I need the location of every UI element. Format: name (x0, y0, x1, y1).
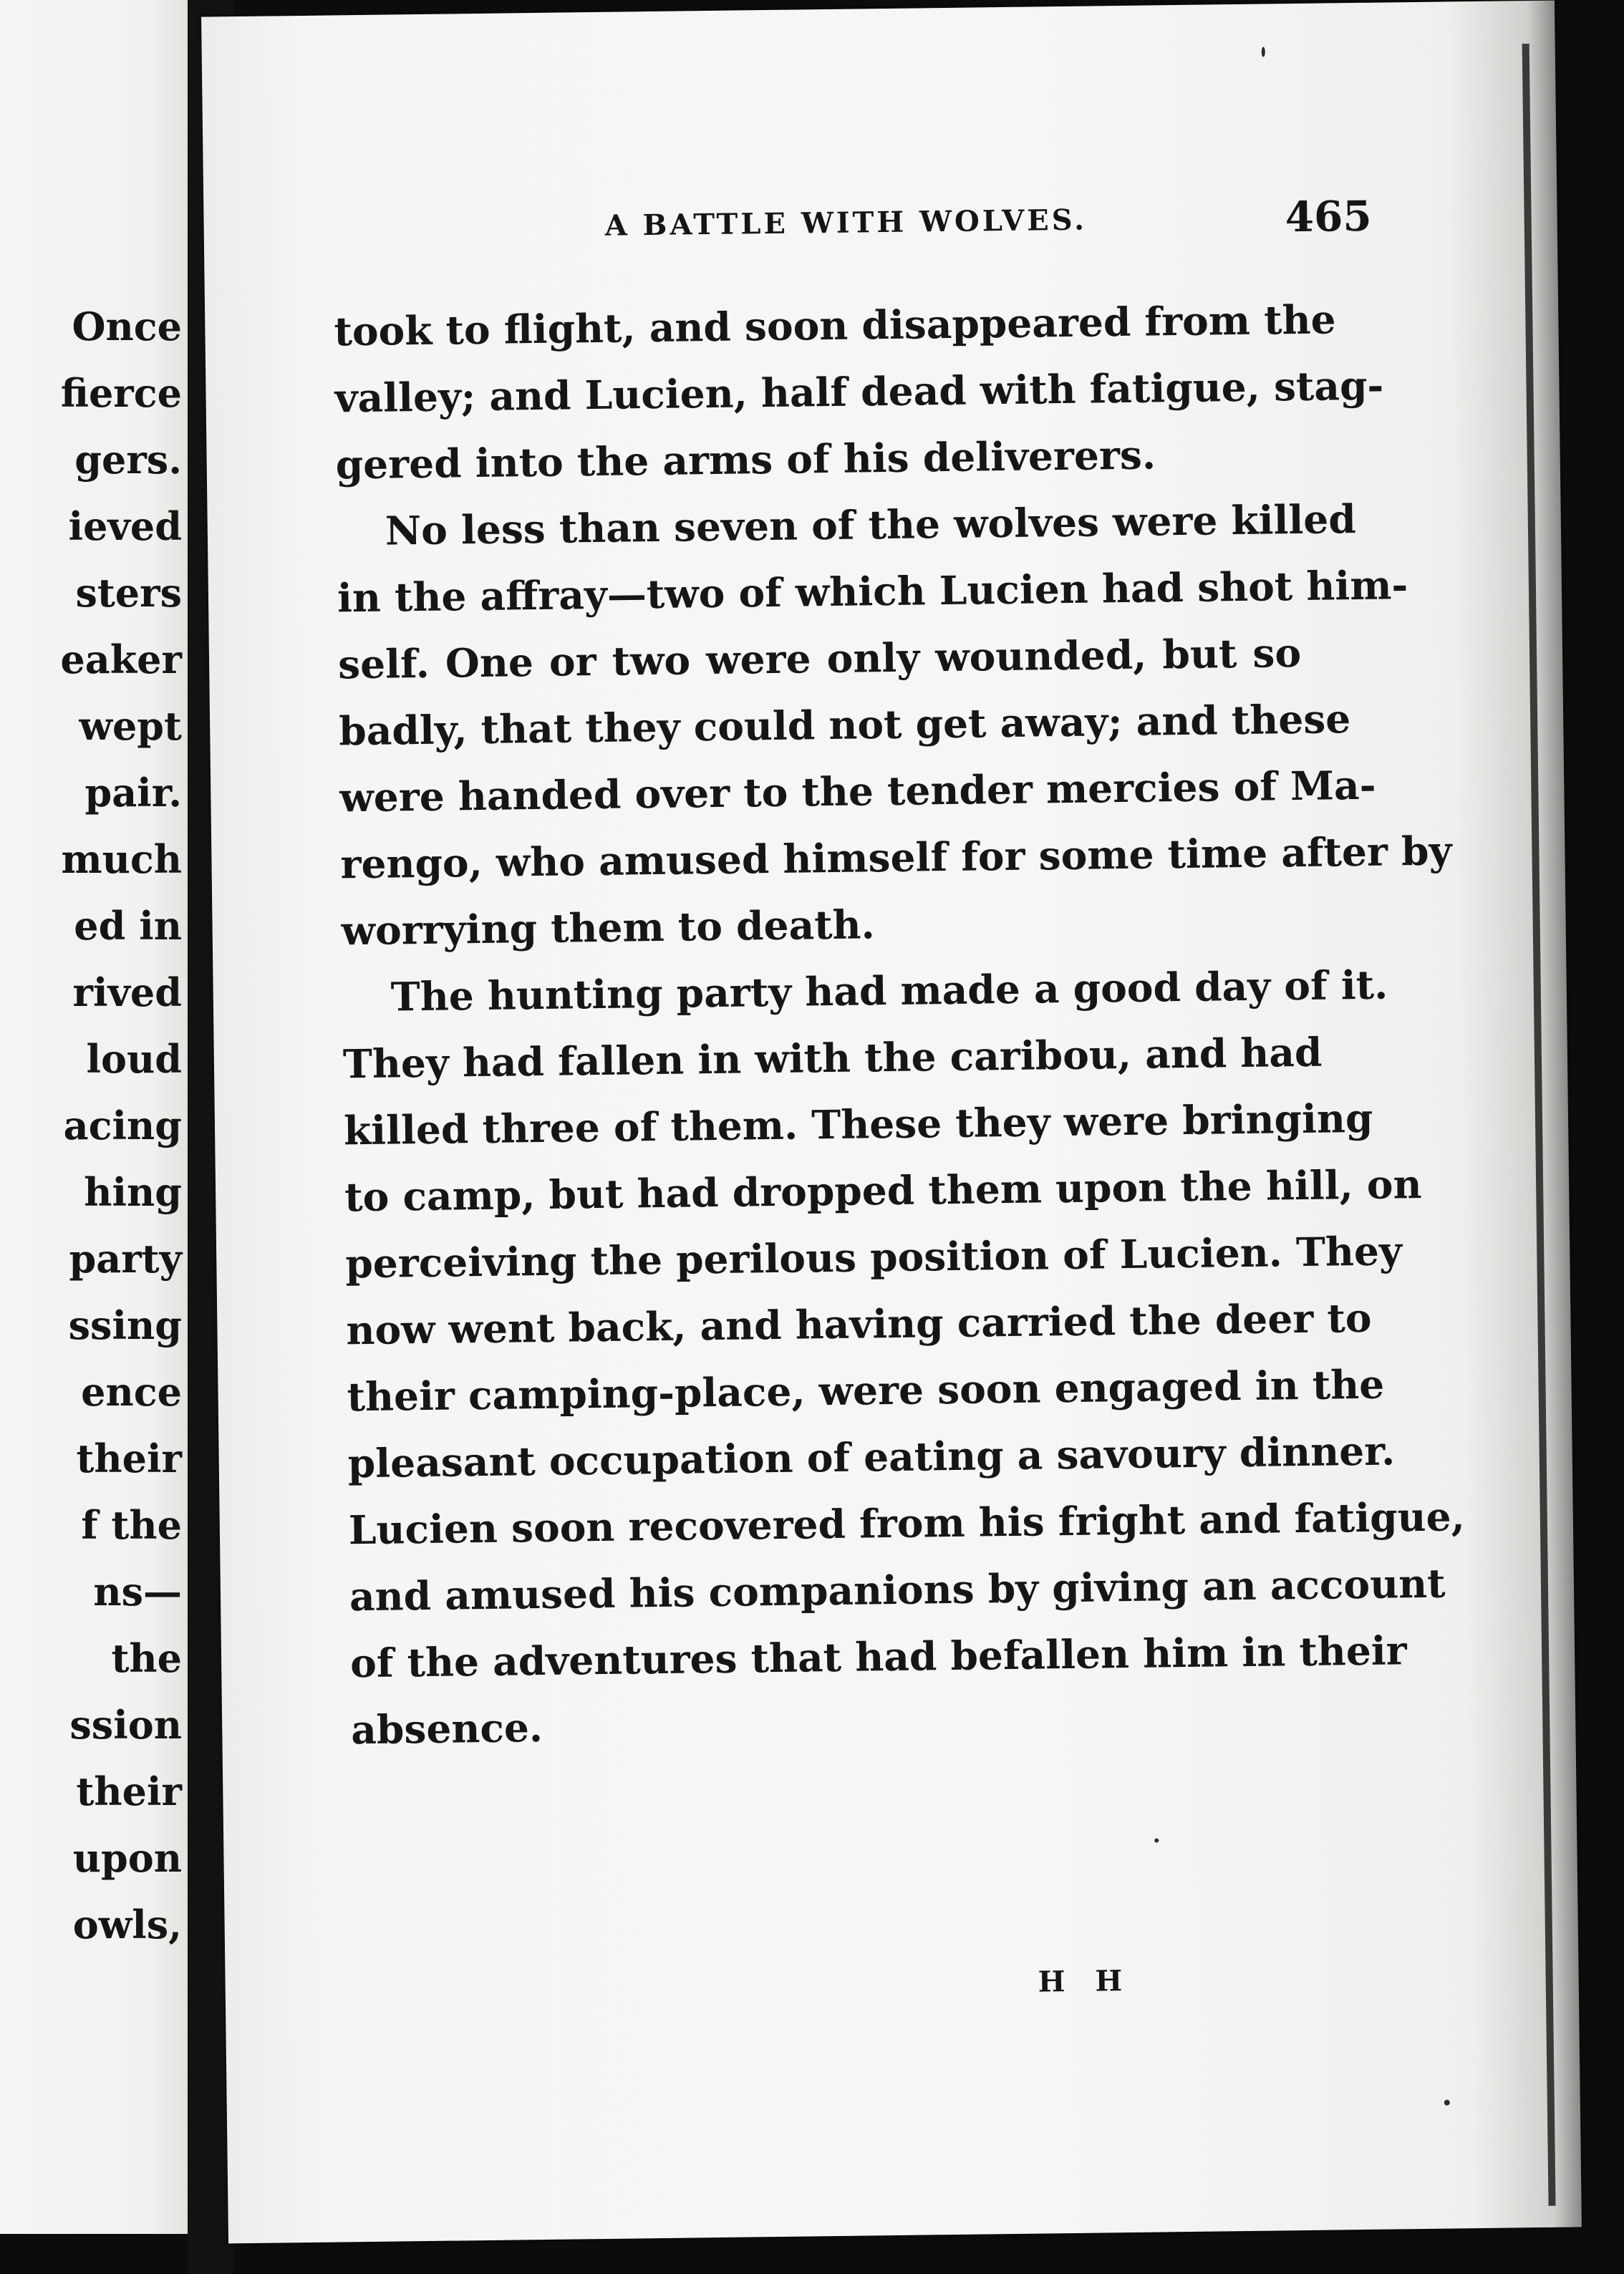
facing-line: much (61, 836, 182, 882)
text-line: and amused his companions by giving an account (349, 1559, 1446, 1620)
facing-line: fierce (60, 370, 182, 416)
text-line: absence. (350, 1704, 543, 1753)
paragraph (342, 952, 1466, 1763)
facing-line: the (111, 1635, 182, 1681)
facing-line: ssing (68, 1302, 182, 1348)
page-edge (1522, 44, 1556, 2206)
facing-line: wept (79, 703, 182, 749)
facing-line: their (76, 1436, 182, 1481)
facing-line: acing (63, 1103, 182, 1148)
facing-line: ence (81, 1369, 182, 1415)
text-line: their camping-place, were soon engaged in the (347, 1360, 1385, 1421)
text-line: worrying them to death. (341, 901, 876, 954)
text-line: The hunting party had made a good day of it. (390, 961, 1388, 1020)
text-line: to camp, but had dropped them upon the hill, on (344, 1160, 1422, 1221)
facing-line: eaker (60, 637, 182, 682)
facing-line: Once (72, 304, 182, 349)
paragraph (336, 486, 1452, 964)
facing-line: sters (75, 570, 182, 616)
facing-line: gers. (74, 437, 182, 483)
body-text (334, 286, 1466, 1763)
ink-speck (1444, 2100, 1450, 2106)
facing-line: owls, (72, 1902, 182, 1948)
text-line: took to flight, and soon disappeared from the (334, 296, 1336, 355)
book-page (201, 1, 1582, 2244)
facing-line: rived (72, 969, 182, 1015)
facing-line: f the (81, 1502, 182, 1548)
text-line: were handed over to the tender mercies of Ma- (339, 761, 1376, 821)
facing-line: ssion (69, 1702, 182, 1748)
text-line: badly, that they could not get away; and these (338, 695, 1351, 755)
ink-speck (1262, 47, 1265, 57)
facing-line: ed in (74, 903, 182, 949)
text-line: in the affray—two of which Lucien had shot him- (337, 561, 1408, 621)
page-number: 465 (1285, 191, 1373, 242)
text-line: They had fallen in with the caribou, and had (342, 1028, 1323, 1088)
text-line: self. One or two were only wounded, but so (337, 629, 1302, 688)
text-line: Lucien soon recovered from his fright and fatigue, (348, 1493, 1466, 1554)
text-line: rengo, who amused himself for some time after by (340, 827, 1452, 888)
text-line: of the adventures that had befallen him in their (349, 1627, 1407, 1687)
signature-mark: H H (1038, 1963, 1133, 1999)
facing-line: loud (86, 1036, 182, 1082)
facing-line: party (69, 1236, 182, 1282)
text-line: perceiving the perilous position of Lucien. They (344, 1227, 1403, 1287)
facing-line: hing (84, 1169, 182, 1215)
text-line: gered into the arms of his deliverers. (335, 431, 1156, 488)
facing-line: ieved (68, 503, 182, 549)
text-line: now went back, and having carried the deer to (346, 1294, 1372, 1354)
text-line: valley; and Lucien, half dead with fatigue, stag- (334, 362, 1384, 422)
facing-page (0, 0, 188, 2234)
facing-line: their (76, 1769, 182, 1814)
facing-line: ns— (93, 1569, 182, 1615)
paragraph (334, 286, 1384, 498)
text-line: No less than seven of the wolves were killed (385, 495, 1357, 554)
facing-line: pair. (84, 770, 182, 816)
ink-speck (1154, 1839, 1159, 1843)
facing-line: upon (72, 1835, 182, 1881)
text-line: killed three of them. These they were bringing (343, 1094, 1373, 1154)
text-line: pleasant occupation of eating a savoury dinner. (347, 1427, 1396, 1487)
running-head: A BATTLE WITH WOLVES. (604, 203, 1088, 243)
facing-page-text (0, 294, 182, 1958)
